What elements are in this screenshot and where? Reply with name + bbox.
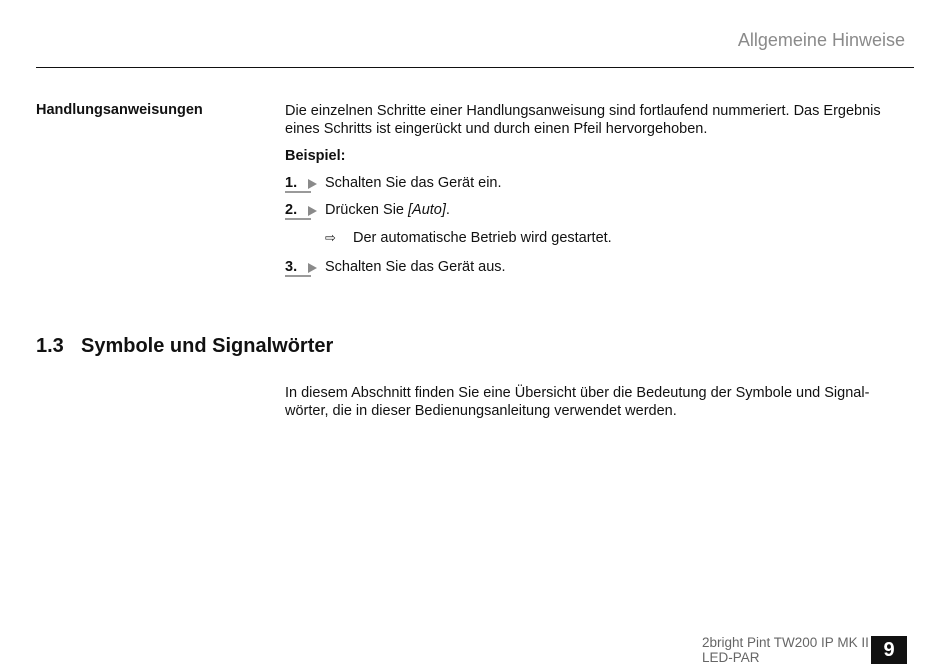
- step-result: [325, 229, 612, 247]
- page-number: 9: [871, 636, 907, 664]
- step-arrow-icon: [308, 206, 317, 216]
- result-text: Der automatische Betrieb wird gestartet.: [353, 230, 612, 246]
- section-heading: [36, 335, 333, 358]
- step-text: Drücken Sie [Auto].: [325, 202, 450, 218]
- step-text: Schalten Sie das Gerät aus.: [325, 259, 506, 275]
- step-underline: [285, 191, 311, 193]
- step-number: 1.: [285, 174, 325, 192]
- step-number: 2.: [285, 201, 325, 219]
- step-text: Schalten Sie das Gerät ein.: [325, 175, 502, 191]
- result-arrow-icon: ⇨: [325, 230, 336, 245]
- step-arrow-icon: [308, 263, 317, 273]
- step-2: [285, 201, 450, 219]
- step-underline: [285, 275, 311, 277]
- footer-product-name: 2bright Pint TW200 IP MK II LED-PAR: [702, 635, 869, 665]
- section-title: Symbole und Signalwörter: [81, 335, 334, 357]
- step-arrow-icon: [308, 179, 317, 189]
- step-3: [285, 258, 506, 276]
- button-reference: [Auto]: [408, 202, 446, 218]
- header-rule: [36, 67, 914, 68]
- step-underline: [285, 218, 311, 220]
- instructions-intro: Die einzelnen Schritte einer Handlungsanweisung sind fortlaufend nummeriert. Das Ergebnis eines Schritts ist eingerückt und durch einen Pfeil hervorgehoben.: [285, 103, 881, 137]
- running-header: Allgemeine Hinweise: [737, 30, 905, 50]
- step-1: [285, 174, 502, 192]
- section-text: In diesem Abschnitt finden Sie eine Übersicht über die Bedeutung der Symbole und Signalwörter, die in dieser Bedienungsanleitung verwendet werden.: [285, 385, 870, 419]
- step-number: 3.: [285, 258, 325, 276]
- section-number: 1.3: [36, 335, 64, 357]
- instructions-label: Handlungsanweisungen: [36, 102, 203, 118]
- example-heading: Beispiel:: [285, 148, 346, 164]
